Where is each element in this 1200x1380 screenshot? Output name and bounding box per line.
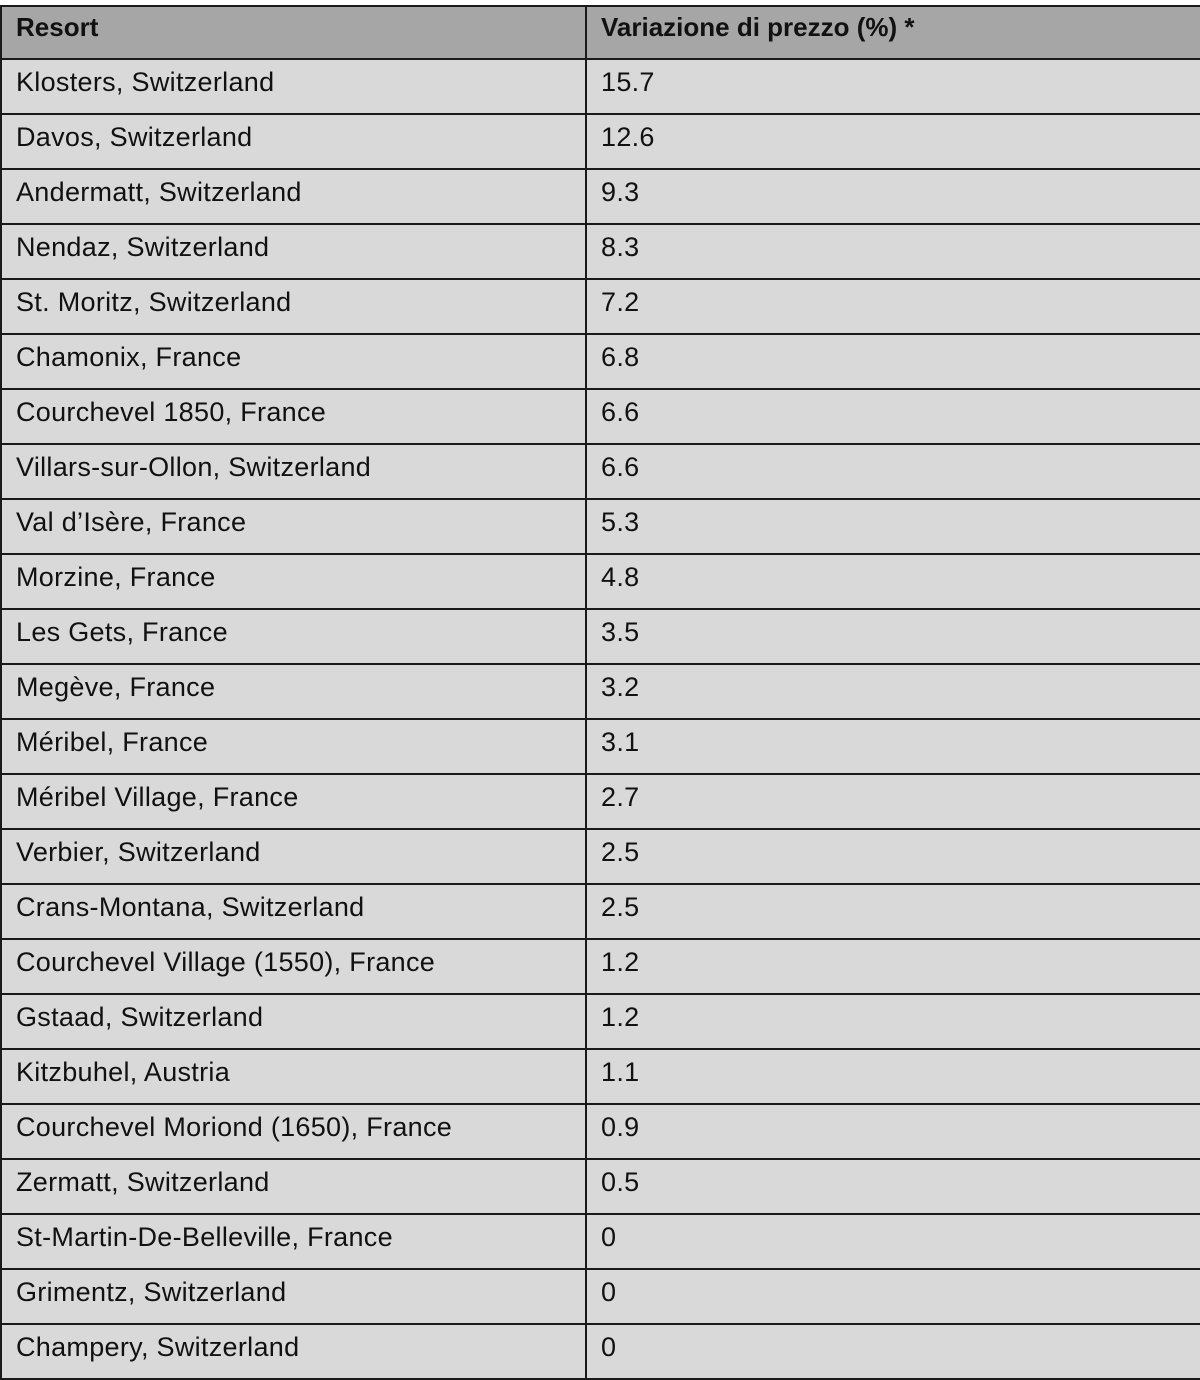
resort-cell: Kitzbuhel, Austria [1, 1049, 586, 1104]
resort-cell: Chamonix, France [1, 334, 586, 389]
table-row [1, 939, 1200, 994]
table-row [1, 59, 1200, 114]
header-resort: Resort [1, 6, 586, 59]
price-change-cell: 2.5 [586, 884, 1200, 939]
resort-cell: Nendaz, Switzerland [1, 224, 586, 279]
table-row [1, 664, 1200, 719]
table-row [1, 444, 1200, 499]
resort-cell: Megève, France [1, 664, 586, 719]
resort-cell: Morzine, France [1, 554, 586, 609]
resort-cell: Val d’Isère, France [1, 499, 586, 554]
table-row [1, 1269, 1200, 1324]
price-change-cell: 8.3 [586, 224, 1200, 279]
table-row [1, 719, 1200, 774]
resort-cell: Méribel Village, France [1, 774, 586, 829]
price-change-cell: 3.2 [586, 664, 1200, 719]
price-change-cell: 0 [586, 1324, 1200, 1379]
price-change-cell: 5.3 [586, 499, 1200, 554]
price-change-cell: 1.1 [586, 1049, 1200, 1104]
table-body [1, 59, 1200, 1379]
resort-cell: Verbier, Switzerland [1, 829, 586, 884]
price-change-cell: 6.6 [586, 389, 1200, 444]
price-change-cell: 0.5 [586, 1159, 1200, 1214]
table-row [1, 334, 1200, 389]
table-row [1, 829, 1200, 884]
resort-cell: Klosters, Switzerland [1, 59, 586, 114]
price-change-cell: 1.2 [586, 939, 1200, 994]
price-change-cell: 2.5 [586, 829, 1200, 884]
resort-cell: Courchevel Village (1550), France [1, 939, 586, 994]
resort-cell: Les Gets, France [1, 609, 586, 664]
resort-cell: Zermatt, Switzerland [1, 1159, 586, 1214]
resort-cell: Courchevel 1850, France [1, 389, 586, 444]
price-change-cell: 4.8 [586, 554, 1200, 609]
table-header-row [1, 6, 1200, 59]
price-change-cell: 0 [586, 1269, 1200, 1324]
table-row [1, 774, 1200, 829]
price-change-cell: 7.2 [586, 279, 1200, 334]
table-row [1, 1159, 1200, 1214]
resort-cell: St. Moritz, Switzerland [1, 279, 586, 334]
price-change-cell: 0 [586, 1214, 1200, 1269]
resort-cell: Champery, Switzerland [1, 1324, 586, 1379]
price-change-cell: 0.9 [586, 1104, 1200, 1159]
resort-cell: Villars-sur-Ollon, Switzerland [1, 444, 586, 499]
resort-cell: Méribel, France [1, 719, 586, 774]
resort-cell: Crans-Montana, Switzerland [1, 884, 586, 939]
resort-cell: Grimentz, Switzerland [1, 1269, 586, 1324]
table-row [1, 389, 1200, 444]
price-change-cell: 2.7 [586, 774, 1200, 829]
resort-cell: Davos, Switzerland [1, 114, 586, 169]
table-row [1, 1049, 1200, 1104]
price-change-table-container [0, 5, 1200, 1380]
price-change-cell: 3.1 [586, 719, 1200, 774]
price-change-cell: 6.6 [586, 444, 1200, 499]
price-change-cell: 1.2 [586, 994, 1200, 1049]
resort-cell: Gstaad, Switzerland [1, 994, 586, 1049]
price-change-cell: 9.3 [586, 169, 1200, 224]
table-row [1, 169, 1200, 224]
price-change-table [0, 5, 1200, 1380]
price-change-cell: 12.6 [586, 114, 1200, 169]
price-change-cell: 6.8 [586, 334, 1200, 389]
table-row [1, 884, 1200, 939]
price-change-cell: 3.5 [586, 609, 1200, 664]
header-price-change: Variazione di prezzo (%) * [586, 6, 1200, 59]
table-row [1, 114, 1200, 169]
table-row [1, 499, 1200, 554]
table-row [1, 1324, 1200, 1379]
table-row [1, 554, 1200, 609]
table-row [1, 279, 1200, 334]
table-row [1, 1214, 1200, 1269]
table-row [1, 609, 1200, 664]
price-change-cell: 15.7 [586, 59, 1200, 114]
table-row [1, 224, 1200, 279]
resort-cell: Andermatt, Switzerland [1, 169, 586, 224]
table-row [1, 1104, 1200, 1159]
table-row [1, 994, 1200, 1049]
resort-cell: Courchevel Moriond (1650), France [1, 1104, 586, 1159]
resort-cell: St-Martin-De-Belleville, France [1, 1214, 586, 1269]
